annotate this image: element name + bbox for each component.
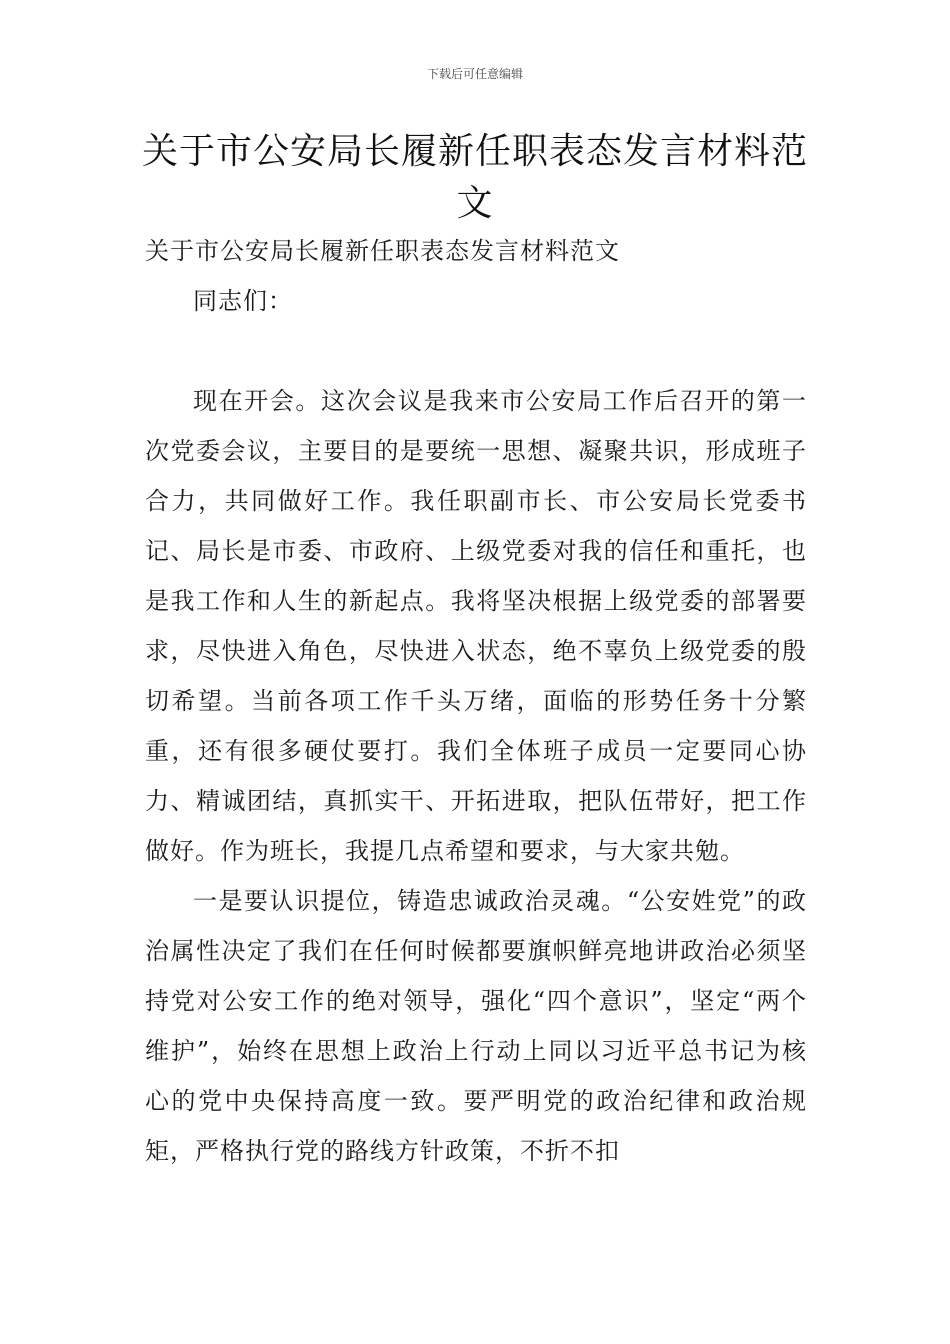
paragraph-1: 现在开会。这次会议是我来市公安局工作后召开的第一次党委会议，主要目的是要统一思想、凝聚共识，形成班子合力，共同做好工作。我任职副市长、市公安局长党委书记、局长是市委、市政府、上级党委对我的信任和重托，也是我工作和人生的新起点。我将坚决根据上级党委的部署要求，尽快进入角色，尽快进入状态，绝不辜负上级党委的殷切希望。当前各项工作千头万绪，面临的形势任务十分繁重，还有很多硬仗要打。我们全体班子成员一定要同心协力、精诚团结，真抓实干、开拓进取，把队伍带好，把工作做好。作为班长，我提几点希望和要求，与大家共勉。 (145, 387, 807, 865)
paragraph-2: 一是要认识提位，铸造忠诚政治灵魂。“公安姓党”的政治属性决定了我们在任何时候都要旗帜鲜亮地讲政治必须坚持党对公安工作的绝对领导，强化“四个意识”，坚定“两个维护”，始终在思想上政治上行动上同以习近平总书记为核心的党中央保持高度一致。要严明党的政治纪律和政治规矩，严格执行党的路线方针政策，不折不扣 (145, 887, 807, 1165)
document-subtitle: 关于市公安局长履新任职表态发言材料范文 (145, 237, 620, 265)
blank-line (145, 326, 807, 376)
document-title: 关于市公安局长履新任职表态发言材料范文 (141, 131, 808, 224)
salutation: 同志们： (193, 287, 293, 315)
header-note: 下载后可任意编辑 (426, 67, 523, 81)
document-body (145, 226, 807, 1176)
